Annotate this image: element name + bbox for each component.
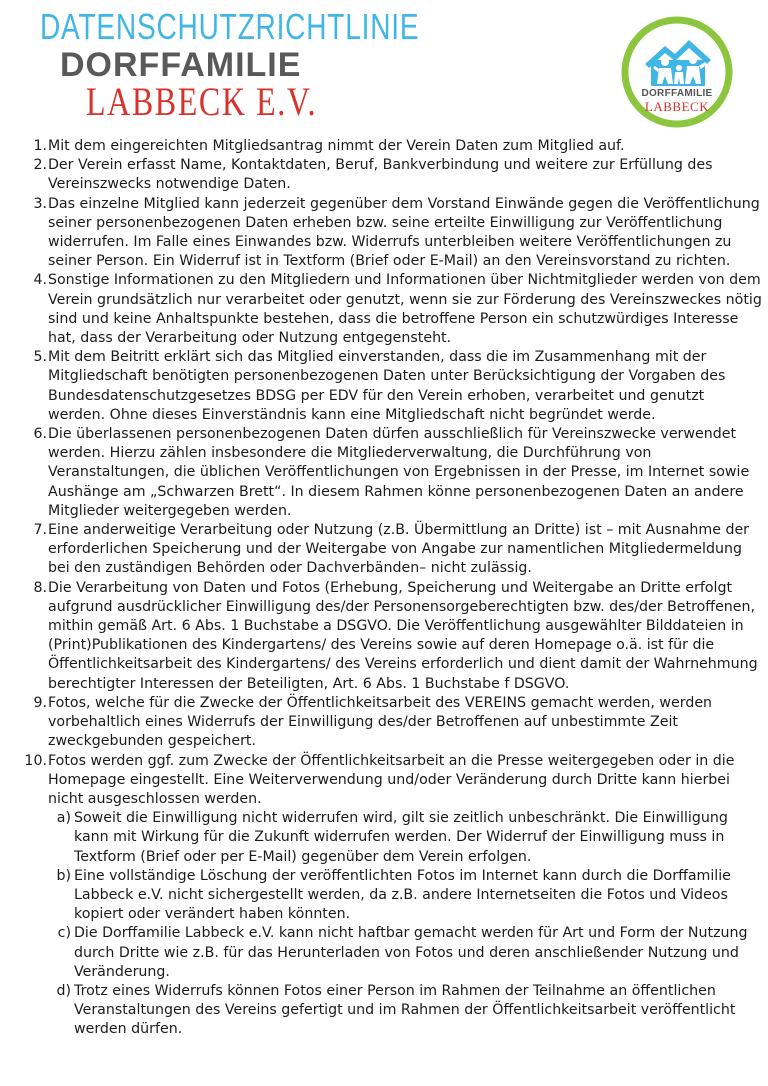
item-text: Die Verarbeitung von Daten und Fotos (Erhebung, Speicherung und Weitergabe an Dritte erfolgt aufgrund ausdrücklicher Einwilligung des/der Personensorgeberechtigten bzw. des/der Betroffenen, mithin gemäß Art. 6 Abs. 1 Buchstabe a DSGVO. Die Veröffentlichung ausgewählter Bilddateien in (Print)Publikationen des Kindergartens/ des Vereins sowie auf deren Homepage o.ä. ist für die Öffentlichkeitsarbeit des Kindergartens/ des Vereins erforderlich und dient damit der Wahrnehmung berechtigter Interessen der Beteiligten, Art. 6 Abs. 1 Buchstabe f DSGVO. [48,579,758,692]
club-logo [621,16,733,128]
policy-list [24,137,762,1040]
title-dorffamilie: DORFFAMILIE [60,46,302,84]
sub-item-text: Eine vollständige Löschung der veröffentlichten Fotos im Internet kann durch die Dorffamilie Labbeck e.V. nicht sichergestellt werden, da z.B. andere Internetseiten die Fotos und Videos kopiert oder verändert haben könnten. [74,867,731,923]
item-number: 10. [24,752,47,769]
item-number: 9. [33,694,47,711]
document-header [0,0,768,130]
sub-item-letter: a) [56,810,71,827]
item-text: Mit dem Beitritt erklärt sich das Mitglied einverstanden, dass die im Zusammenhang mit der Mitgliedschaft benötigten personenbezogenen Daten unter Berücksichtigung der Vorgaben des Bundesdatenschutzgesetzes BDSG per EDV für den Verein erhoben, verarbeitet und genutzt werden. Ohne dieses Einverständnis kann eine Mitgliedschaft nicht begründet werde. [48,349,726,423]
item-text: Mit dem eingereichten Mitgliedsantrag nimmt der Verein Daten zum Mitglied auf. [48,138,625,154]
item-number: 1. [33,138,47,154]
item-number: 6. [33,426,47,443]
list-item [32,694,762,752]
list-item [32,137,762,156]
policy-content [24,137,762,1040]
list-item [32,195,762,272]
sub-item-letter: d) [56,982,71,999]
item-text: Eine anderweitige Verarbeitung oder Nutzung (z.B. Übermittlung an Dritte) ist – mit Ausnahme der erforderlichen Speicherung und der Weitergabe von Angabe zur namentlichen Mitgliedermeldung bei den zuständigen Behörden oder Dachverbänden– nicht zulässig. [48,522,750,577]
item-text: Der Verein erfasst Name, Kontaktdaten, Beruf, Bankverbindung und weitere zur Erfüllung des Vereinszwecks notwendige Daten. [48,157,713,193]
item-number: 2. [33,157,47,174]
item-text: Das einzelne Mitglied kann jederzeit gegenüber dem Vorstand Einwände gegen die Veröffentlichung seiner personenbezogenen Daten erheben bzw. seine erteilte Einwilligung zur Veröffentlichung widerrufen. Im Falle eines Einwandes bzw. Widerrufs unterbleiben weitere Veröffentlichungen zu seiner Person. Ein Widerruf ist in Textform (Brief oder E-Mail) an den Vereinsvorstand zu richten. [48,195,760,270]
list-item [24,752,762,1040]
sub-list-item [56,867,762,925]
sub-list [48,809,762,1039]
item-text: Fotos, welche für die Zwecke der Öffentlichkeitsarbeit des VEREINS gemacht werden, werden vorbehaltlich eines Widerrufs der Einwilligung des/der Betroffenen auf unbestimmte Zeit zweckgebunden gespeichert. [48,694,713,750]
list-item [32,271,762,348]
list-item [32,425,762,521]
item-number: 3. [33,195,47,212]
sub-item-text: Trotz eines Widerrufs können Fotos einer Person im Rahmen der Teilnahme an öffentlichen Veranstaltungen des Vereins gefertigt und im Rahmen der Öffentlichkeitsarbeit veröffentlicht werden dürfen. [74,982,736,1038]
list-item [32,579,762,694]
sub-item-letter: c) [57,925,71,942]
sub-item-text: Die Dorffamilie Labbeck e.V. kann nicht haftbar gemacht werden für Art und Form der Nutzung durch Dritte wie z.B. für das Herunterladen von Fotos und deren anschließender Nutzung und Veränderung. [74,925,748,980]
list-item [32,521,762,579]
sub-list-item [56,809,762,867]
sub-item-letter: b) [56,867,71,884]
sub-list-item [56,982,762,1040]
item-number: 4. [33,272,47,289]
list-item [32,348,762,425]
item-text: Die überlassenen personenbezogenen Daten dürfen ausschließlich für Vereinszwecke verwendet werden. Hierzu zählen insbesondere die Mitgliederverwaltung, die Durchführung von Veranstaltungen, die üblichen Veröffentlichungen von Ergebnissen in der Presse, im Internet sowie Aushänge am „Schwarzen Brett“. In diesem Rahmen könne personenbezogenen Daten an andere Mitglieder weitergegeben werden. [48,426,750,519]
list-item [32,156,762,194]
sub-list-item [56,924,762,982]
logo-text-labbeck: LABBECK [644,99,710,114]
logo-text-dorffamilie: DORFFAMILIE [641,88,713,99]
item-text: Sonstige Informationen zu den Mitgliedern und Informationen über Nichtmitglieder werden von dem Verein grundsätzlich nur verarbeitet oder genutzt, wenn sie zur Förderung des Vereinszweckes nötig sind und keine Anhaltspunkte bestehen, dass die betroffene Person ein schutzwürdiges Interesse hat, dass der Verarbeitung oder Nutzung entgegensteht. [48,272,762,347]
item-number: 7. [33,522,47,539]
title-labbeck: LABBECK E.V. [86,79,318,124]
sub-item-text: Soweit die Einwilligung nicht widerrufen wird, gilt sie zeitlich unbeschränkt. Die Einwilligung kann mit Wirkung für die Zukunft widerrufen werden. Der Widerruf der Einwilligung muss in Textform (Brief oder per E-Mail) gegenüber dem Verein erfolgen. [74,810,728,865]
item-number: 5. [33,349,47,366]
item-number: 8. [33,579,47,596]
title-datenschutzrichtlinie: DATENSCHUTZRICHTLINIE [40,6,420,47]
item-text: Fotos werden ggf. zum Zwecke der Öffentlichkeitsarbeit an die Presse weitergegeben oder in die Homepage eingestellt. Eine Weiterverwendung und/oder Veränderung durch Dritte kann hierbei nicht ausgeschlossen werden. [48,752,735,807]
